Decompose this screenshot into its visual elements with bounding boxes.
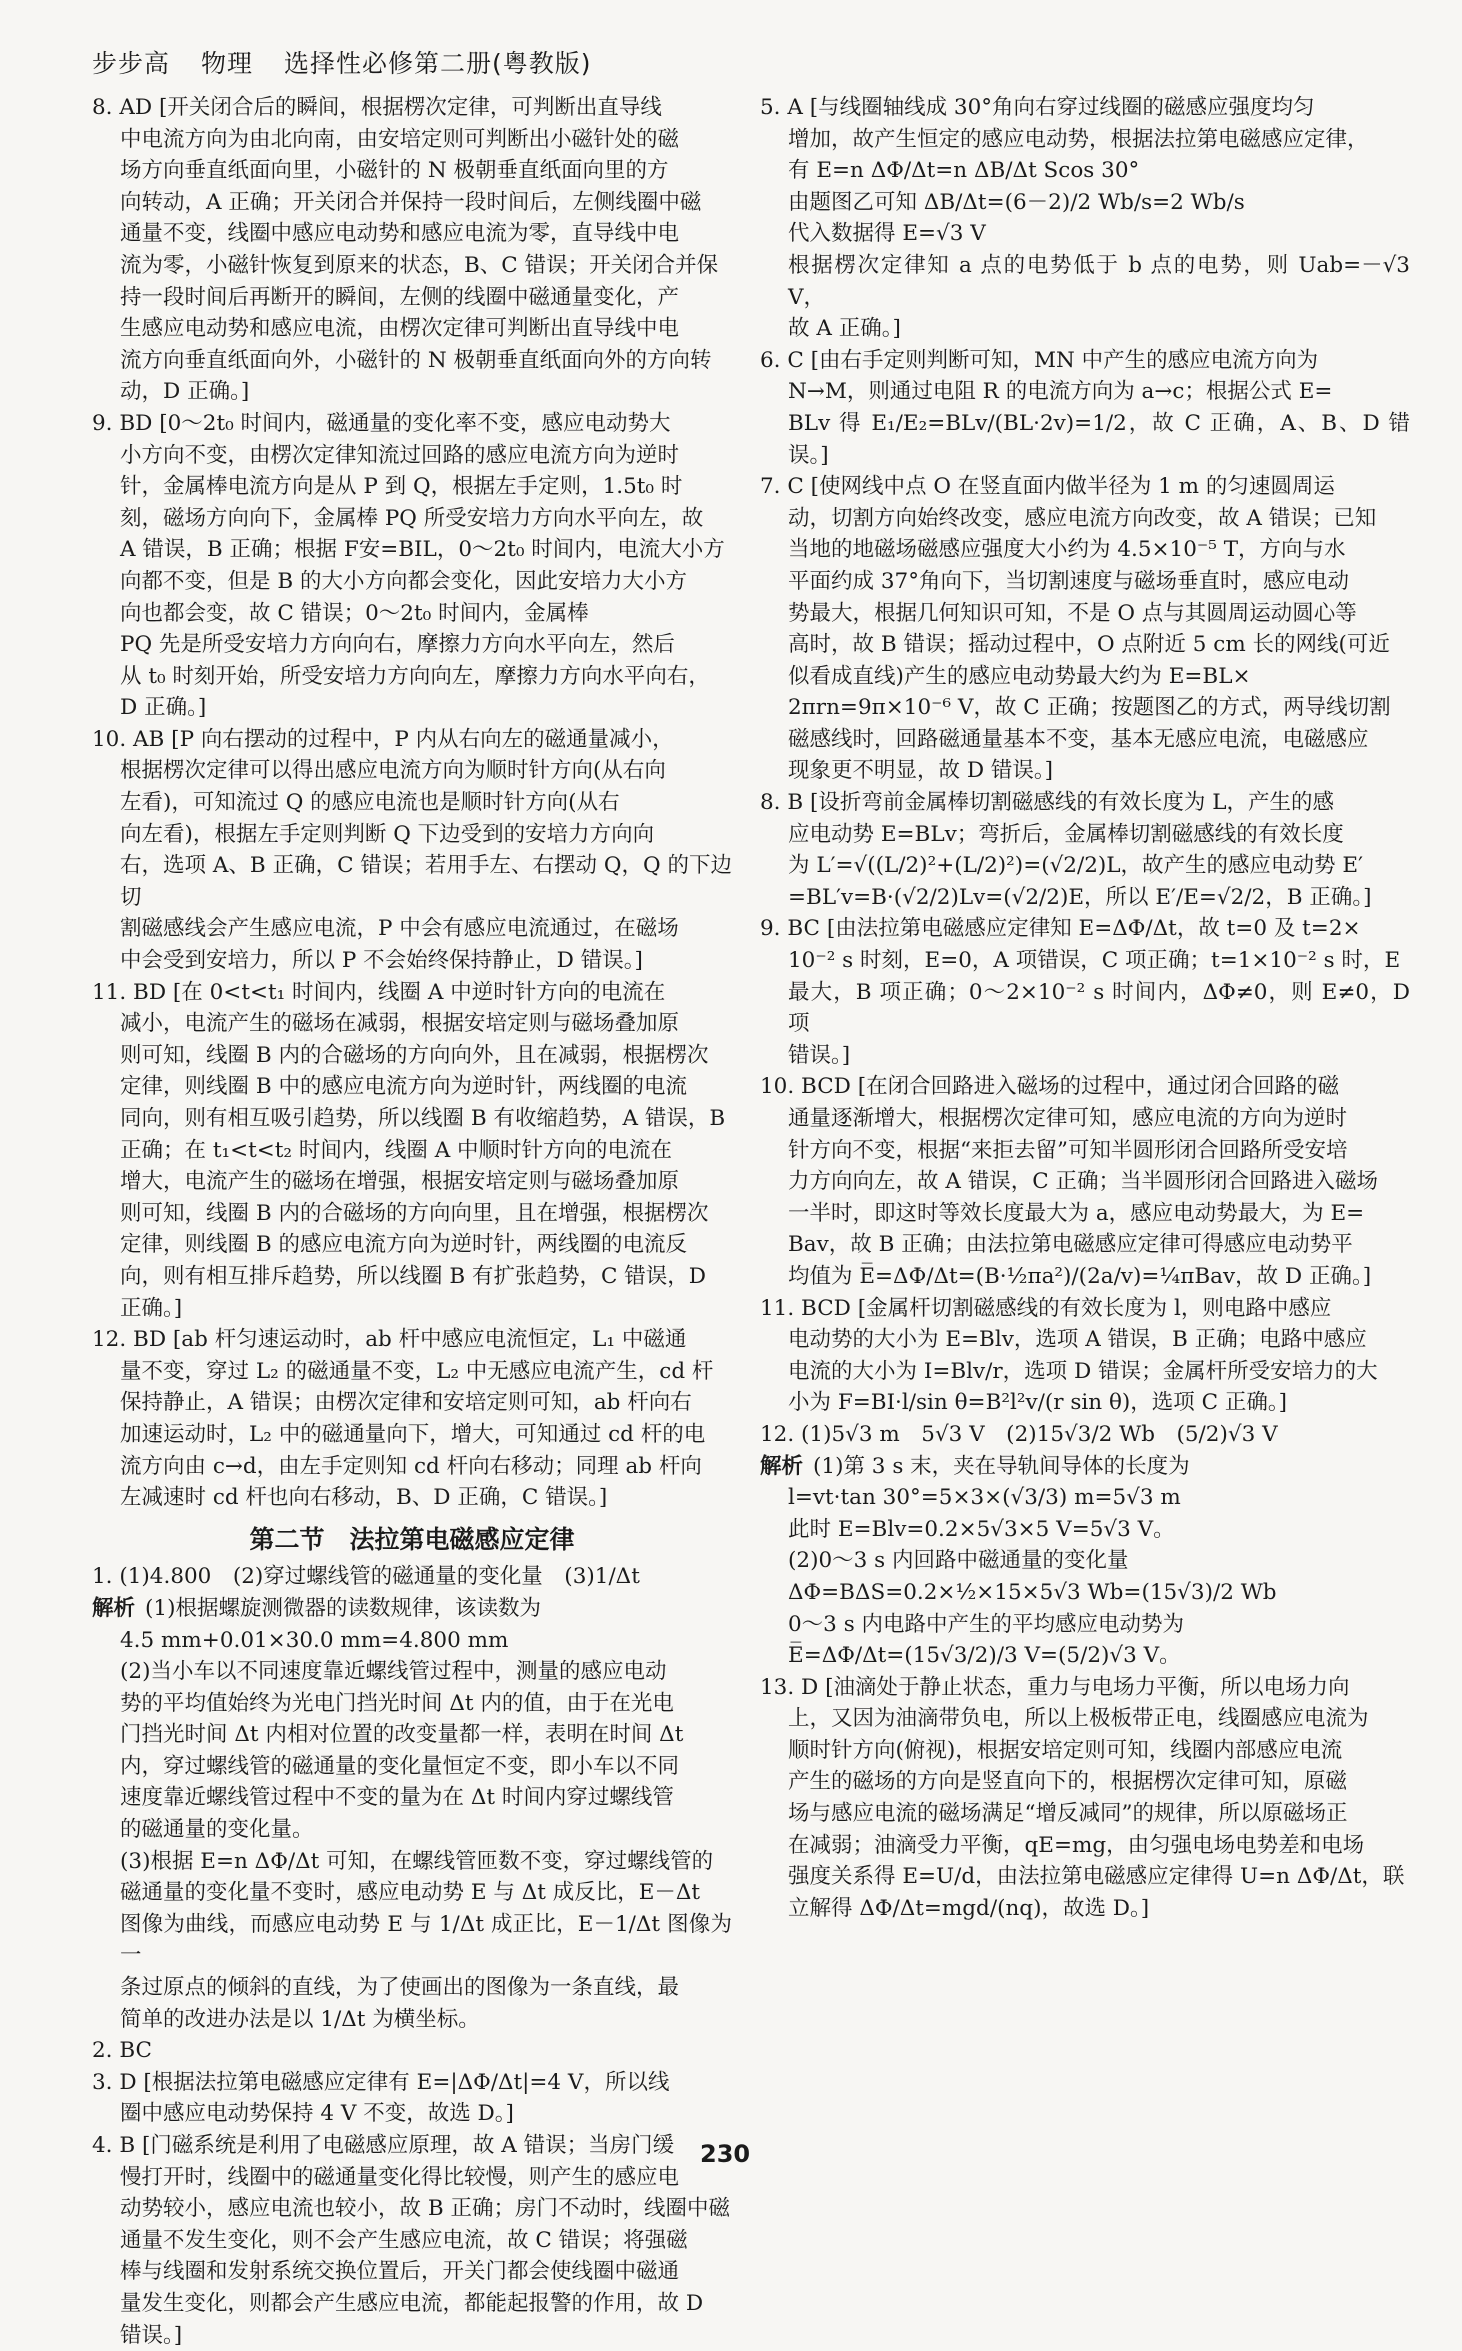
answer-line: 流为零，小磁针恢复到原来的状态，B、C 错误；开关闭合并保 bbox=[120, 252, 719, 278]
answer-line: 圈中感应电动势保持 4 V 不变，故选 D。] bbox=[120, 2101, 514, 2127]
answer-line: 8. AD [开关闭合后的瞬间，根据楞次定律，可判断出直导线 bbox=[92, 95, 662, 120]
answer-line: 电流的大小为 I=Blv/r，选项 D 错误；金属杆所受安培力的大 bbox=[788, 1358, 1378, 1384]
answer-item bbox=[760, 92, 1410, 345]
answer-line: 代入数据得 E=√3 V bbox=[788, 221, 986, 247]
answer-line: 12. (1)5√3 m 5√3 V (2)15√3/2 Wb (5/2)√3 V bbox=[760, 1421, 1278, 1447]
answer-line: 9. BC [由法拉第电磁感应定律知 E=ΔΦ/Δt，故 t=0 及 t=2× bbox=[760, 916, 1361, 942]
answer-line: 平面约成 37°角向下，当切割速度与磁场垂直时，感应电动 bbox=[788, 568, 1349, 594]
answer-line: 中会受到安培力，所以 P 不会始终保持静止，D 错误。] bbox=[120, 948, 643, 974]
answer-line: 减小，电流产生的磁场在减弱，根据安培定则与磁场叠加原 bbox=[120, 1011, 680, 1037]
header-subject: 物理 bbox=[200, 49, 253, 78]
answer-line: 故 A 正确。] bbox=[788, 316, 901, 342]
answer-line: 7. C [使网线中点 O 在竖直面内做半径为 1 m 的匀速圆周运 bbox=[760, 474, 1335, 500]
answer-line: PQ 先是所受安培力方向向右，摩擦力方向水平向左，然后 bbox=[120, 632, 675, 658]
answer-line: (2)当小车以不同速度靠近螺线管过程中，测量的感应电动 bbox=[120, 1659, 667, 1685]
right-answer-list bbox=[760, 92, 1410, 1924]
answer-item bbox=[92, 2130, 732, 2351]
answer-line: 左看)，可知流过 Q 的感应电流也是顺时针方向(从右 bbox=[120, 790, 620, 816]
answer-line: 通量不变，线圈中感应电动势和感应电流为零，直导线中电 bbox=[120, 221, 680, 247]
answer-line: 向，则有相互排斥趋势，所以线圈 B 有扩张趋势，C 错误，D bbox=[120, 1263, 706, 1289]
right-column bbox=[760, 92, 1410, 1924]
answer-line: 根据楞次定律可以得出感应电流方向为顺时针方向(从右向 bbox=[120, 758, 666, 784]
answer-line: 强度关系得 E=U/d，由法拉第电磁感应定律得 U=n ΔΦ/Δt，联 bbox=[788, 1864, 1405, 1890]
answer-line: 磁通量的变化量不变时，感应电动势 E 与 Δt 成反比，E－Δt bbox=[120, 1880, 701, 1906]
answer-line bbox=[760, 1451, 1410, 1483]
answer-line: 增大，电流产生的磁场在增强，根据安培定则与磁场叠加原 bbox=[120, 1169, 680, 1195]
answer-line: 向左看)，根据左手定则判断 Q 下边受到的安培力方向向 bbox=[120, 821, 655, 847]
answer-line: 根据楞次定律知 a 点的电势低于 b 点的电势，则 Uab=－√3 V， bbox=[788, 252, 1410, 310]
answer-line: 11. BD [在 0<t<t₁ 时间内，线圈 A 中逆时针方向的电流在 bbox=[92, 979, 666, 1005]
answer-line: E̅=ΔΦ/Δt=(15√3/2)/3 V=(5/2)√3 V。 bbox=[788, 1643, 1181, 1669]
answer-line: 一半时，即这时等效长度最大为 a，感应电动势最大，为 E= bbox=[788, 1200, 1365, 1226]
answer-line: 右，选项 A、B 正确，C 错误；若用手左、右摆动 Q，Q 的下边切 bbox=[120, 853, 732, 910]
answer-item bbox=[92, 2067, 732, 2130]
answer-line: 场方向垂直纸面向里，小磁针的 N 极朝垂直纸面向里的方 bbox=[120, 158, 669, 184]
answer-item bbox=[760, 913, 1410, 1071]
answer-item bbox=[92, 1593, 732, 2035]
answer-line: 应电动势 E=BLv；弯折后，金属棒切割磁感线的有效长度 bbox=[788, 821, 1344, 847]
answer-item bbox=[760, 1071, 1410, 1292]
answer-line: 0～3 s 内电路中产生的平均感应电动势为 bbox=[788, 1611, 1185, 1637]
answer-item bbox=[92, 1561, 732, 1593]
answer-item bbox=[760, 1293, 1410, 1419]
answer-line: 从 t₀ 时刻开始，所受安培力方向向左，摩擦力方向水平向右， bbox=[120, 663, 710, 689]
answer-line: (3)根据 E=n ΔΦ/Δt 可知，在螺线管匝数不变，穿过螺线管的 bbox=[120, 1848, 714, 1874]
answer-line: 12. BD [ab 杆匀速运动时，ab 杆中感应电流恒定，L₁ 中磁通 bbox=[92, 1327, 687, 1353]
answer-line: 增加，故产生恒定的感应电动势，根据法拉第电磁感应定律， bbox=[788, 126, 1369, 152]
answer-item bbox=[760, 471, 1410, 787]
answer-line: D 正确。] bbox=[120, 695, 207, 721]
answer-line: 持一段时间后再断开的瞬间，左侧的线圈中磁通量变化，产 bbox=[120, 284, 680, 310]
answer-line: 当地的地磁场磁感应强度大小约为 4.5×10⁻⁵ T，方向与水 bbox=[788, 537, 1346, 563]
answer-line: 磁感线时，回路磁通量基本不变，基本无感应电流，电磁感应 bbox=[788, 726, 1369, 752]
answer-item bbox=[92, 2035, 732, 2067]
page-header bbox=[92, 44, 613, 80]
answer-line: 则可知，线圈 B 内的合磁场的方向向外，且在减弱，根据楞次 bbox=[120, 1042, 709, 1068]
answer-line: 量发生变化，则都会产生感应电流，都能起报警的作用，故 D bbox=[120, 2290, 704, 2316]
header-book: 选择性必修第二册(粤教版) bbox=[283, 49, 592, 78]
answer-line: 10. AB [P 向右摆动的过程中，P 内从右向左的磁通量减小， bbox=[92, 726, 674, 752]
answer-line: 在减弱；油滴受力平衡，qE=mg，由匀强电场电势差和电场 bbox=[788, 1832, 1365, 1858]
answer-line: 6. C [由右手定则判断可知，MN 中产生的感应电流方向为 bbox=[760, 347, 1319, 373]
answer-item bbox=[760, 1419, 1410, 1451]
answer-item bbox=[760, 787, 1410, 913]
answer-line: 势最大，根据几何知识可知，不是 O 点与其圆周运动圆心等 bbox=[788, 600, 1357, 626]
answer-line: 势的平均值始终为光电门挡光时间 Δt 内的值，由于在光电 bbox=[120, 1690, 674, 1716]
answer-text: (1)根据螺旋测微器的读数规律，该读数为 bbox=[145, 1595, 541, 1621]
answer-item bbox=[760, 345, 1410, 471]
header-series: 步步高 bbox=[92, 49, 171, 78]
answer-line: 割磁感线会产生感应电流，P 中会有感应电流通过，在磁场 bbox=[120, 916, 679, 942]
answer-line: 高时，故 B 错误；摇动过程中，O 点附近 5 cm 长的网线(可近 bbox=[788, 632, 1390, 658]
answer-line: 小为 F=BI·l/sin θ=B²l²v/(r sin θ)，选项 C 正确。] bbox=[788, 1390, 1288, 1416]
answer-line: 简单的改进办法是以 1/Δt 为横坐标。 bbox=[120, 2006, 480, 2032]
answer-line: BLv 得 E₁/E₂=BLv/(BL·2v)=1/2，故 C 正确，A、B、D 错误。] bbox=[788, 410, 1410, 468]
answer-item bbox=[92, 408, 732, 724]
answer-line: 现象更不明显，故 D 错误。] bbox=[788, 758, 1054, 784]
answer-line: 产生的磁场的方向是竖直向下的，根据楞次定律可知，原磁 bbox=[788, 1769, 1348, 1795]
left-column bbox=[92, 92, 732, 2351]
answer-line: 量不变，穿过 L₂ 的磁通量不变，L₂ 中无感应电流产生，cd 杆 bbox=[120, 1358, 714, 1384]
answer-line: 动，切割方向始终改变，感应电流方向改变，故 A 错误；已知 bbox=[788, 505, 1377, 531]
answer-line: 电动势的大小为 E=Blv，选项 A 错误，B 正确；电路中感应 bbox=[788, 1327, 1367, 1353]
answer-line: 顺时针方向(俯视)，根据安培定则可知，线圈内部感应电流 bbox=[788, 1737, 1343, 1763]
answer-line: 向都不变，但是 B 的大小方向都会变化，因此安培力大小方 bbox=[120, 568, 687, 594]
answer-line: 上，又因为油滴带负电，所以上极板带正电，线圈感应电流为 bbox=[788, 1706, 1369, 1732]
answer-line: 保持静止，A 错误；由楞次定律和安培定则可知，ab 杆向右 bbox=[120, 1390, 692, 1416]
answer-line: 11. BCD [金属杆切割磁感线的有效长度为 l，则电路中感应 bbox=[760, 1295, 1332, 1321]
answer-item bbox=[92, 1324, 732, 1514]
answer-line: 流方向由 c→d，由左手定则知 cd 杆向右移动；同理 ab 杆向 bbox=[120, 1453, 702, 1479]
answer-line: 向也都会变，故 C 错误；0～2t₀ 时间内，金属棒 bbox=[120, 600, 589, 626]
section-title: 第二节 法拉第电磁感应定律 bbox=[249, 1524, 575, 1554]
answer-line: 力方向向左，故 A 错误，C 正确；当半圆形闭合回路进入磁场 bbox=[788, 1169, 1378, 1195]
answer-line: 错误。] bbox=[788, 1042, 851, 1068]
answer-line: 通量不发生变化，则不会产生感应电流，故 C 错误；将强磁 bbox=[120, 2227, 688, 2253]
answer-line: 图像为曲线，而感应电动势 E 与 1/Δt 成正比，E－1/Δt 图像为一 bbox=[120, 1911, 732, 1969]
answer-line: 针，金属棒电流方向是从 P 到 Q，根据左手定则，1.5t₀ 时 bbox=[120, 474, 683, 500]
answer-line: 10. BCD [在闭合回路进入磁场的过程中，通过闭合回路的磁 bbox=[760, 1074, 1340, 1100]
answer-item bbox=[760, 1672, 1410, 1925]
answer-line: 定律，则线圈 B 的感应电流方向为逆时针，两线圈的电流反 bbox=[120, 1232, 687, 1258]
answer-line: 似看成直线)产生的感应电动势最大约为 E=BL× bbox=[788, 663, 1251, 689]
answer-line: 加速运动时，L₂ 中的磁通量向下，增大，可知通过 cd 杆的电 bbox=[120, 1421, 706, 1447]
page-number: 230 bbox=[700, 2140, 751, 2168]
answer-line: 的磁通量的变化量。 bbox=[120, 1817, 314, 1843]
answer-line: 正确。] bbox=[120, 1295, 183, 1321]
answer-line: 门挡光时间 Δt 内相对位置的改变量都一样，表明在时间 Δt bbox=[120, 1722, 684, 1748]
answer-line: 4.5 mm+0.01×30.0 mm=4.800 mm bbox=[120, 1627, 509, 1653]
answer-line: 流方向垂直纸面向外，小磁针的 N 极朝垂直纸面向外的方向转 bbox=[120, 347, 712, 373]
answer-line: 左减速时 cd 杆也向右移动，B、D 正确，C 错误。] bbox=[120, 1485, 608, 1511]
analysis-label: 解析 bbox=[760, 1453, 804, 1479]
answer-line: 同向，则有相互吸引趋势，所以线圈 B 有收缩趋势，A 错误，B bbox=[120, 1106, 726, 1131]
answer-line: 最大，B 项正确；0～2×10⁻² s 时间内，ΔΦ≠0，则 E≠0，D 项 bbox=[788, 979, 1410, 1037]
answer-line: 有 E=n ΔΦ/Δt=n ΔB/Δt Scos 30° bbox=[788, 158, 1140, 184]
answer-line: 通量逐渐增大，根据楞次定律可知，感应电流的方向为逆时 bbox=[788, 1106, 1348, 1131]
answer-line: 则可知，线圈 B 内的合磁场的方向向里，且在增强，根据楞次 bbox=[120, 1200, 709, 1226]
answer-line: 错误。] bbox=[120, 2322, 183, 2348]
answer-line: 4. B [门磁系统是利用了电磁感应原理，故 A 错误；当房门缓 bbox=[92, 2133, 675, 2158]
answer-line: 棒与线圈和发射系统交换位置后，开关门都会使线圈中磁通 bbox=[120, 2259, 680, 2285]
answer-line: 定律，则线圈 B 中的感应电流方向为逆时针，两线圈的电流 bbox=[120, 1074, 687, 1100]
answer-line: 小方向不变，由楞次定律知流过回路的感应电流方向为逆时 bbox=[120, 442, 680, 468]
answer-line: =BL′v=B·(√2/2)Lv=(√2/2)E，所以 E′/E=√2/2，B 正确。] bbox=[788, 884, 1372, 910]
answer-line: 9. BD [0～2t₀ 时间内，磁通量的变化率不变，感应电动势大 bbox=[92, 410, 671, 436]
answer-line: 为 L′=√((L/2)²+(L/2)²)=(√2/2)L，故产生的感应电动势 E′ bbox=[788, 853, 1363, 879]
answer-item bbox=[760, 1451, 1410, 1672]
answer-line: 动，D 正确。] bbox=[120, 379, 250, 405]
answer-line: 5. A [与线圈轴线成 30°角向右穿过线圈的磁感应强度均匀 bbox=[760, 95, 1315, 120]
answer-item bbox=[92, 977, 732, 1325]
answer-line: 动势较小，感应电流也较小，故 B 正确；房门不动时，线圈中磁 bbox=[120, 2196, 730, 2222]
answer-line: N→M，则通过电阻 R 的电流方向为 a→c；根据公式 E= bbox=[788, 379, 1333, 405]
answer-line: 此时 E=Blv=0.2×5√3×5 V=5√3 V。 bbox=[788, 1516, 1175, 1542]
answer-line: 立解得 ΔΦ/Δt=mgd/(nq)，故选 D。] bbox=[788, 1895, 1150, 1921]
answer-line: 刻，磁场方向向下，金属棒 PQ 所受安培力方向水平向左，故 bbox=[120, 505, 704, 531]
answer-item bbox=[92, 724, 732, 977]
answer-line: 8. B [设折弯前金属棒切割磁感线的有效长度为 L，产生的感 bbox=[760, 790, 1334, 816]
answer-line: 10⁻² s 时刻，E=0，A 项错误，C 项正确；t=1×10⁻² s 时，E bbox=[788, 948, 1401, 974]
section2-answer-list bbox=[92, 1561, 732, 2351]
answer-line: 场与感应电流的磁场满足“增反减同”的规律，所以原磁场正 bbox=[788, 1801, 1348, 1827]
answer-line: 2πrn=9π×10⁻⁶ V，故 C 正确；按题图乙的方式，两导线切割 bbox=[788, 695, 1391, 721]
analysis-label: 解析 bbox=[92, 1595, 136, 1621]
answer-line: ΔΦ=BΔS=0.2×½×15×5√3 Wb=(15√3)/2 Wb bbox=[788, 1579, 1277, 1605]
answer-text: (1)第 3 s 末，夹在导轨间导体的长度为 bbox=[813, 1453, 1190, 1479]
answer-line: 生感应电动势和感应电流，由楞次定律可判断出直导线中电 bbox=[120, 316, 680, 342]
answer-line: 由题图乙可知 ΔB/Δt=(6－2)/2 Wb/s=2 Wb/s bbox=[788, 189, 1245, 215]
answer-line: 3. D [根据法拉第电磁感应定律有 E=|ΔΦ/Δt|=4 V，所以线 bbox=[92, 2069, 670, 2095]
answer-line bbox=[92, 1593, 732, 1625]
answer-line: 2. BC bbox=[92, 2038, 152, 2064]
answer-line: 1. (1)4.800 (2)穿过螺线管的磁通量的变化量 (3)1/Δt bbox=[92, 1564, 640, 1590]
answer-line: 针方向不变，根据“来拒去留”可知半圆形闭合回路所受安培 bbox=[788, 1137, 1348, 1163]
answer-line: 均值为 E̅=ΔΦ/Δt=(B·½πa²)/(2a/v)=¼πBav，故 D 正确。] bbox=[788, 1263, 1372, 1289]
answer-line: Bav，故 B 正确；由法拉第电磁感应定律可得感应电动势平 bbox=[788, 1232, 1353, 1258]
answer-line: 中电流方向为由北向南，由安培定则可判断出小磁针处的磁 bbox=[120, 126, 680, 152]
answer-line: l=vt·tan 30°=5×3×(√3/3) m=5√3 m bbox=[788, 1485, 1181, 1511]
answer-line: 内，穿过螺线管的磁通量的变化量恒定不变，即小车以不同 bbox=[120, 1753, 680, 1779]
left-answer-list bbox=[92, 92, 732, 1514]
answer-line: 正确；在 t₁<t<t₂ 时间内，线圈 A 中顺时针方向的电流在 bbox=[120, 1137, 673, 1163]
answer-line: 条过原点的倾斜的直线，为了使画出的图像为一条直线，最 bbox=[120, 1975, 680, 2001]
answer-item bbox=[92, 92, 732, 408]
answer-line: 13. D [油滴处于静止状态，重力与电场力平衡，所以电场力向 bbox=[760, 1674, 1350, 1700]
answer-line: A 错误，B 正确；根据 F安=BIL，0～2t₀ 时间内，电流大小方 bbox=[120, 537, 725, 563]
answer-line: (2)0～3 s 内回路中磁通量的变化量 bbox=[788, 1548, 1129, 1574]
answer-line: 慢打开时，线圈中的磁通量变化得比较慢，则产生的感应电 bbox=[120, 2164, 680, 2190]
answer-line: 速度靠近螺线管过程中不变的量为在 Δt 时间内穿过螺线管 bbox=[120, 1785, 674, 1811]
answer-line: 向转动，A 正确；开关闭合并保持一段时间后，左侧线圈中磁 bbox=[120, 189, 702, 215]
